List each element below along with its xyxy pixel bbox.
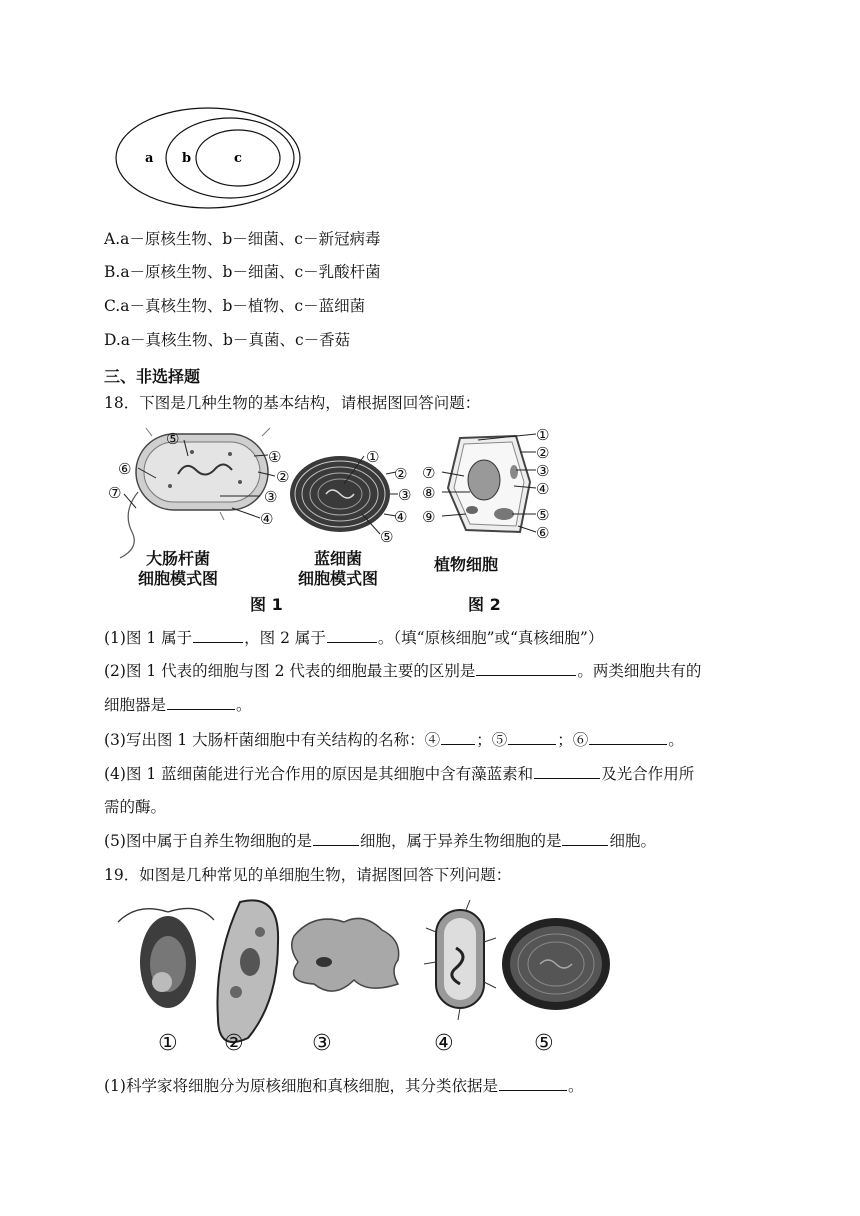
q18-part2-cont: 细胞器是 。: [104, 696, 252, 714]
answer-blank[interactable]: [589, 730, 667, 745]
fig2-num-1: ①: [536, 426, 550, 444]
venn-label-c: c: [234, 151, 242, 166]
option-c: C.a－真核生物、b－植物、c－蓝细菌: [104, 297, 366, 315]
option-b: B.a－原核生物、b－细菌、c－乳酸杆菌: [104, 263, 381, 281]
cyano-caption-2: 细胞模式图: [298, 569, 379, 588]
ecoli-caption-2: 细胞模式图: [138, 569, 219, 588]
venn-label-a: a: [145, 151, 154, 166]
answer-blank[interactable]: [327, 628, 377, 643]
answer-blank[interactable]: [499, 1076, 567, 1091]
answer-blank[interactable]: [562, 831, 608, 846]
fig2-num-7: ⑦: [422, 464, 436, 482]
q19-figure: [110, 892, 620, 1060]
organism-num-4: ④: [434, 1031, 454, 1056]
fig1-num-1: ①: [268, 448, 282, 466]
fig1-num-4: ④: [260, 510, 274, 528]
answer-blank[interactable]: [441, 730, 475, 745]
fig1-num-5: ⑤: [166, 430, 180, 448]
fig2-num-2: ②: [536, 444, 550, 462]
fig2-num-6: ⑥: [536, 524, 550, 542]
fig2-label: 图 2: [468, 595, 501, 614]
fig1-label: 图 1: [250, 595, 283, 614]
q19-part1: (1)科学家将细胞分为原核细胞和真核细胞，其分类依据是 。: [104, 1077, 584, 1095]
answer-blank[interactable]: [313, 831, 359, 846]
plant-caption: 植物细胞: [434, 555, 499, 574]
fig1b-num-3: ③: [398, 486, 412, 504]
fig2-num-3: ③: [536, 462, 550, 480]
cyano-caption-1: 蓝细菌: [314, 549, 363, 568]
q18-part4-cont: 需的酶。: [104, 798, 167, 816]
organism-4-illustration: [424, 900, 496, 1020]
organism-num-3: ③: [312, 1031, 332, 1056]
cyanobacteria-illustration: [290, 456, 390, 532]
fig1b-num-5: ⑤: [380, 528, 394, 546]
answer-blank[interactable]: [167, 695, 235, 710]
fig1-num-6: ⑥: [118, 460, 132, 478]
q18-part4: (4)图 1 蓝细菌能进行光合作用的原因是其细胞中含有藻蓝素和 及光合作用所: [104, 765, 695, 783]
organism-1-illustration: [118, 908, 214, 1008]
fig1-num-7: ⑦: [108, 484, 122, 502]
answer-blank[interactable]: [508, 730, 556, 745]
organism-2-illustration: [217, 900, 278, 1042]
answer-blank[interactable]: [534, 764, 600, 779]
fig2-num-8: ⑧: [422, 484, 436, 502]
fig2-num-4: ④: [536, 480, 550, 498]
q18-part1: (1)图 1 属于 ，图 2 属于 。（填“原核细胞”或“真核细胞”）: [104, 629, 604, 647]
answer-blank[interactable]: [476, 661, 576, 676]
q18-part2: (2)图 1 代表的细胞与图 2 代表的细胞最主要的区别是 。两类细胞共有的: [104, 662, 702, 680]
section-title: 三、非选择题: [104, 367, 201, 386]
organism-num-1: ①: [158, 1031, 178, 1056]
organism-num-2: ②: [224, 1031, 244, 1056]
venn-diagram: [112, 106, 304, 210]
q18-part5: (5)图中属于自养生物细胞的是 细胞，属于异养生物细胞的是 细胞。: [104, 832, 656, 850]
answer-blank[interactable]: [193, 628, 243, 643]
fig1b-num-2: ②: [394, 465, 408, 483]
fig1b-num-1: ①: [366, 448, 380, 466]
fig2-num-9: ⑨: [422, 508, 436, 526]
organism-num-5: ⑤: [534, 1031, 554, 1056]
q18-figure: [100, 422, 570, 622]
option-a: A.a－原核生物、b－细菌、c－新冠病毒: [104, 230, 381, 248]
fig1b-num-4: ④: [394, 508, 408, 526]
fig1-num-2: ②: [276, 468, 290, 486]
organism-5-illustration: [502, 918, 610, 1010]
q18-part3: (3)写出图 1 大肠杆菌细胞中有关结构的名称：④ ；⑤ ；⑥ 。: [104, 731, 684, 749]
venn-label-b: b: [182, 151, 192, 166]
ecoli-illustration: [120, 428, 278, 558]
organism-3-illustration: [292, 918, 399, 991]
plant-cell-illustration: [448, 436, 530, 532]
option-d: D.a－真核生物、b－真菌、c－香菇: [104, 331, 351, 349]
fig1-num-3: ③: [264, 488, 278, 506]
fig2-num-5: ⑤: [536, 506, 550, 524]
q19-stem: 19．如图是几种常见的单细胞生物，请据图回答下列问题：: [104, 866, 512, 884]
ecoli-caption-1: 大肠杆菌: [146, 549, 211, 568]
q18-stem: 18．下图是几种生物的基本结构，请根据图回答问题：: [104, 394, 481, 412]
